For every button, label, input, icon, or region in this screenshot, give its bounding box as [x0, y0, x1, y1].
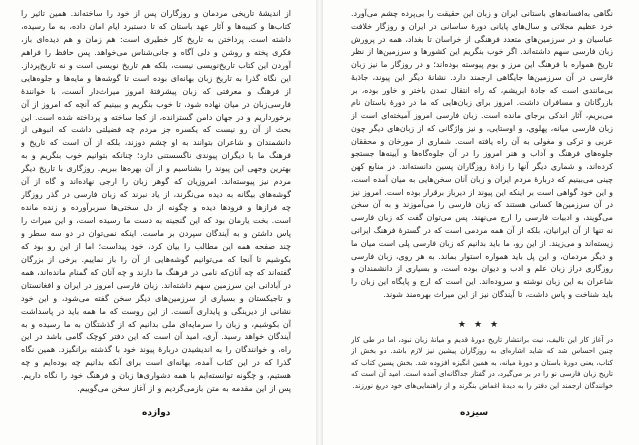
section-divider-stars: ★★★	[457, 320, 507, 330]
left-page	[0, 0, 316, 445]
right-page-second-section-text: در آغاز کار این تالیف، نیت برانتشار تاریخ دورهٔ قدیم و میانهٔ زبان نبود، اما در طی کار چنین احساس شد که شاید اشاره‌ای به روزگاران پیشین نیز لازم باشد. دو بخش از کتاب، یعنی دورهٔ باستان و دورهٔ میانه، به همین انگیزه افزوده شد. بخش پسین کتاب که تاریخ زبان فارسی نو را در بر می‌گیرد، در گفتار جداگانه‌ای آمده است. امید آن است که خوانندگان ارجمند این دفتر را به دیدهٔ اغماض بنگرند و از راهنمایی‌های خود دریغ نورزند.	[351, 335, 613, 390]
left-page-number: دوازده	[142, 408, 171, 418]
book-gutter	[316, 0, 323, 445]
right-page	[323, 0, 639, 445]
left-page-body-text: از اندیشهٔ تاریخی مردمان و روزگاران پس از خود را ساخته‌اند. همین تاثیر را کتاب‌ها و کتیبه‌ها و آثار عهد باستان که تا دستبرد ایام امان داده، به ما رسیده، داشته است. پرداختن به تاریخ کار خطیری است: هم زمان و هم دیده‌ای باز، فکری پخته و روشن و دلی آگاه و جانی‌شناس می‌خواهد. پس حافظ را فراهم آوردن این کتاب تاریخ‌نویسی نیست، بلکه هم تاریخ نویسی است و نه تاریخ‌پرداز. این نگاه گذرا به تاریخ زبان بهانه‌ای بوده است تا گوشه‌ها و مایه‌ها و جلوه‌هایی از فرهنگ و معرفتی که زبان پیشرفتهٔ امروز میراث‌دار آنست، با خوانندهٔ فارسی‌زبان در میان نهاده شود، تا خوب بنگریم و ببینیم که آنچه که امروز از آن برخورداریم و در جهان دامن گسترانده، از کجا ساخته و پرداخته شده است. این بحث از آن رو نیست که یکسره جز مردم چه فضیلتی داشت که انبوهی از دانشمندان و شاعران بتوانند به او چشم دوزند، بلکه از آن است که تاریخ و فرهنگ ما با دیگران پیوندی ناگسستنی دارد؛ چنانکه بتوانیم خوب بنگریم و به بهترین وجهی این پیوند را بشناسیم و از آن بهره‌ها ببریم. روزگاری با تاریخ دیگر مردم نیز پیوسته‌اند. امروزیان که گوهر زبان را ارجی نهاده‌اند و گاه از آن گوشه‌های بیگانه به دیده می‌نگرند، از یاد نبرند که زبان فارسی در گذر روزگار چه فرازها و فرودها دیده و چگونه از دل سختی‌ها سربرآورده و زنده مانده است. بخت یارمان بود که این گنجینه به دست ما رسیده است، و این میراث را پاس داشتن و به آیندگان سپردن بر ماست. اینکه نمی‌توان در دو سه سطر و چند صفحه همه این مطالب را بیان کرد، خود پیداست؛ اما از این رو بود که بکوشیم تا آنجا که می‌توانیم گوشه‌هایی از آن را باز نماییم. برخی از بزرگان گفته‌اند که چه آنان‌که نامی در فرهنگ ما دارند و چه آنان که گمنام مانده‌اند، همه در آبادانی این سرزمین سهم داشته‌اند. زبان فارسی امروز در ایران و افغانستان و تاجیکستان و بسیاری از سرزمین‌های دیگر سخن گفته می‌شود، و این خود نشانی از دیرینگی و پایداری آنست. از این روست که ما همه باید در پاسداشت آن بکوشیم، و زبان را سرمایه‌ای ملی بدانیم که از گذشتگان به ما رسیده و به آیندگان خواهد رسید. آری، امید آن است که این دفتر کوچک گامی باشد در این راه، و خوانندگان را به اندیشیدن دربارهٔ پیوند خود با گذشته برانگیزد. همین نگاه گذرا که در این کتاب آمده، بهانه‌ای است برای آنکه بدانیم چه بوده‌ایم و چه هستیم، و چگونه توانسته‌ایم با همه دشواری‌ها زبان و فرهنگ خود را نگاه داریم. پس از این مقدمه به متن بازمی‌گردیم و از آغاز سخن می‌گوییم.	[21, 9, 291, 394]
right-page-number: سیزده	[460, 408, 489, 418]
right-page-body-text: نگاهی به‌افسانه‌های باستانی ایران و زبان این حقیقت را بی‌پرده چشم می‌آورد. خرد عظیم مجلاتی و سال‌های پایانی دورهٔ ساسانی در ایران و روزگار خلافت عباسیان و در سرزمین‌های متعدد فرهنگی از خراسان تا بغداد، همه در پرورش زبان فارسی سهم داشته‌اند. اگر خوب بنگریم این کشورها و سرزمین‌ها از نظر تاریخ همواره با فرهنگ این مرز و بوم پیوسته بوده‌اند؛ و در روزگار ما نیز زبان فارسی در آن سرزمین‌ها جایگاهی ارجمند دارد. نشانهٔ دیگر این پیوند، جاذبهٔ بی‌مانندی است که جادهٔ ابریشم، که راه انتقال تمدن باختر و خاور بوده، بر بازرگانان و مسافران داشت. امروز برای زبان‌هایی که ما در دورهٔ باستان نام می‌بریم، آثار اندکی برجای مانده است. زبان فارسی امروز آمیخته‌ای است از زبان فارسی میانه، پهلوی، و اوستایی، و نیز واژگانی که از زبان‌های دیگر چون عربی و ترکی و مغولی به آن راه یافته است. شماری از مورخان و محققان جلوه‌های فرهنگ و آداب و هنر امروز را در آن جلوه‌گاه‌ها و آیینه‌ها جستجو کرده‌اند، و شماری دیگر آنها را زادهٔ روزگاران پسین دانسته‌اند. در منابع کهن چینی می‌بینیم که دربارهٔ مردم ایران و زبان آنان سخن‌هایی به میان آمده است، و این خود گواهی است بر اینکه این پیوند از دیرباز برقرار بوده است. امروز نیز در آن سرزمین‌ها کسانی هستند که زبان فارسی را می‌آموزند و به آن سخن می‌گویند، و ادبیات فارسی را ارج می‌نهند. پس می‌توان گفت که زبان فارسی نه تنها از آن ایرانیان، بلکه از آن همه مردمی است که در گسترهٔ فرهنگ ایرانی زیسته‌اند و می‌زیند. از این رو، ما باید بدانیم که زبان فارسی پلی است میان ما و دیگر مردمان، و این پل باید همواره استوار بماند. به هر روی، زبان فارسی روزگاری دراز زبان علم و ادب و دیوان بوده است، و بسیاری از دانشمندان و شاعران به این زبان نوشته و سروده‌اند. این است که ارج و پایگاه این زبان را باید شناخت و پاس داشت، تا آیندگان نیز از این میراث بهره‌مند شوند.	[351, 9, 613, 299]
